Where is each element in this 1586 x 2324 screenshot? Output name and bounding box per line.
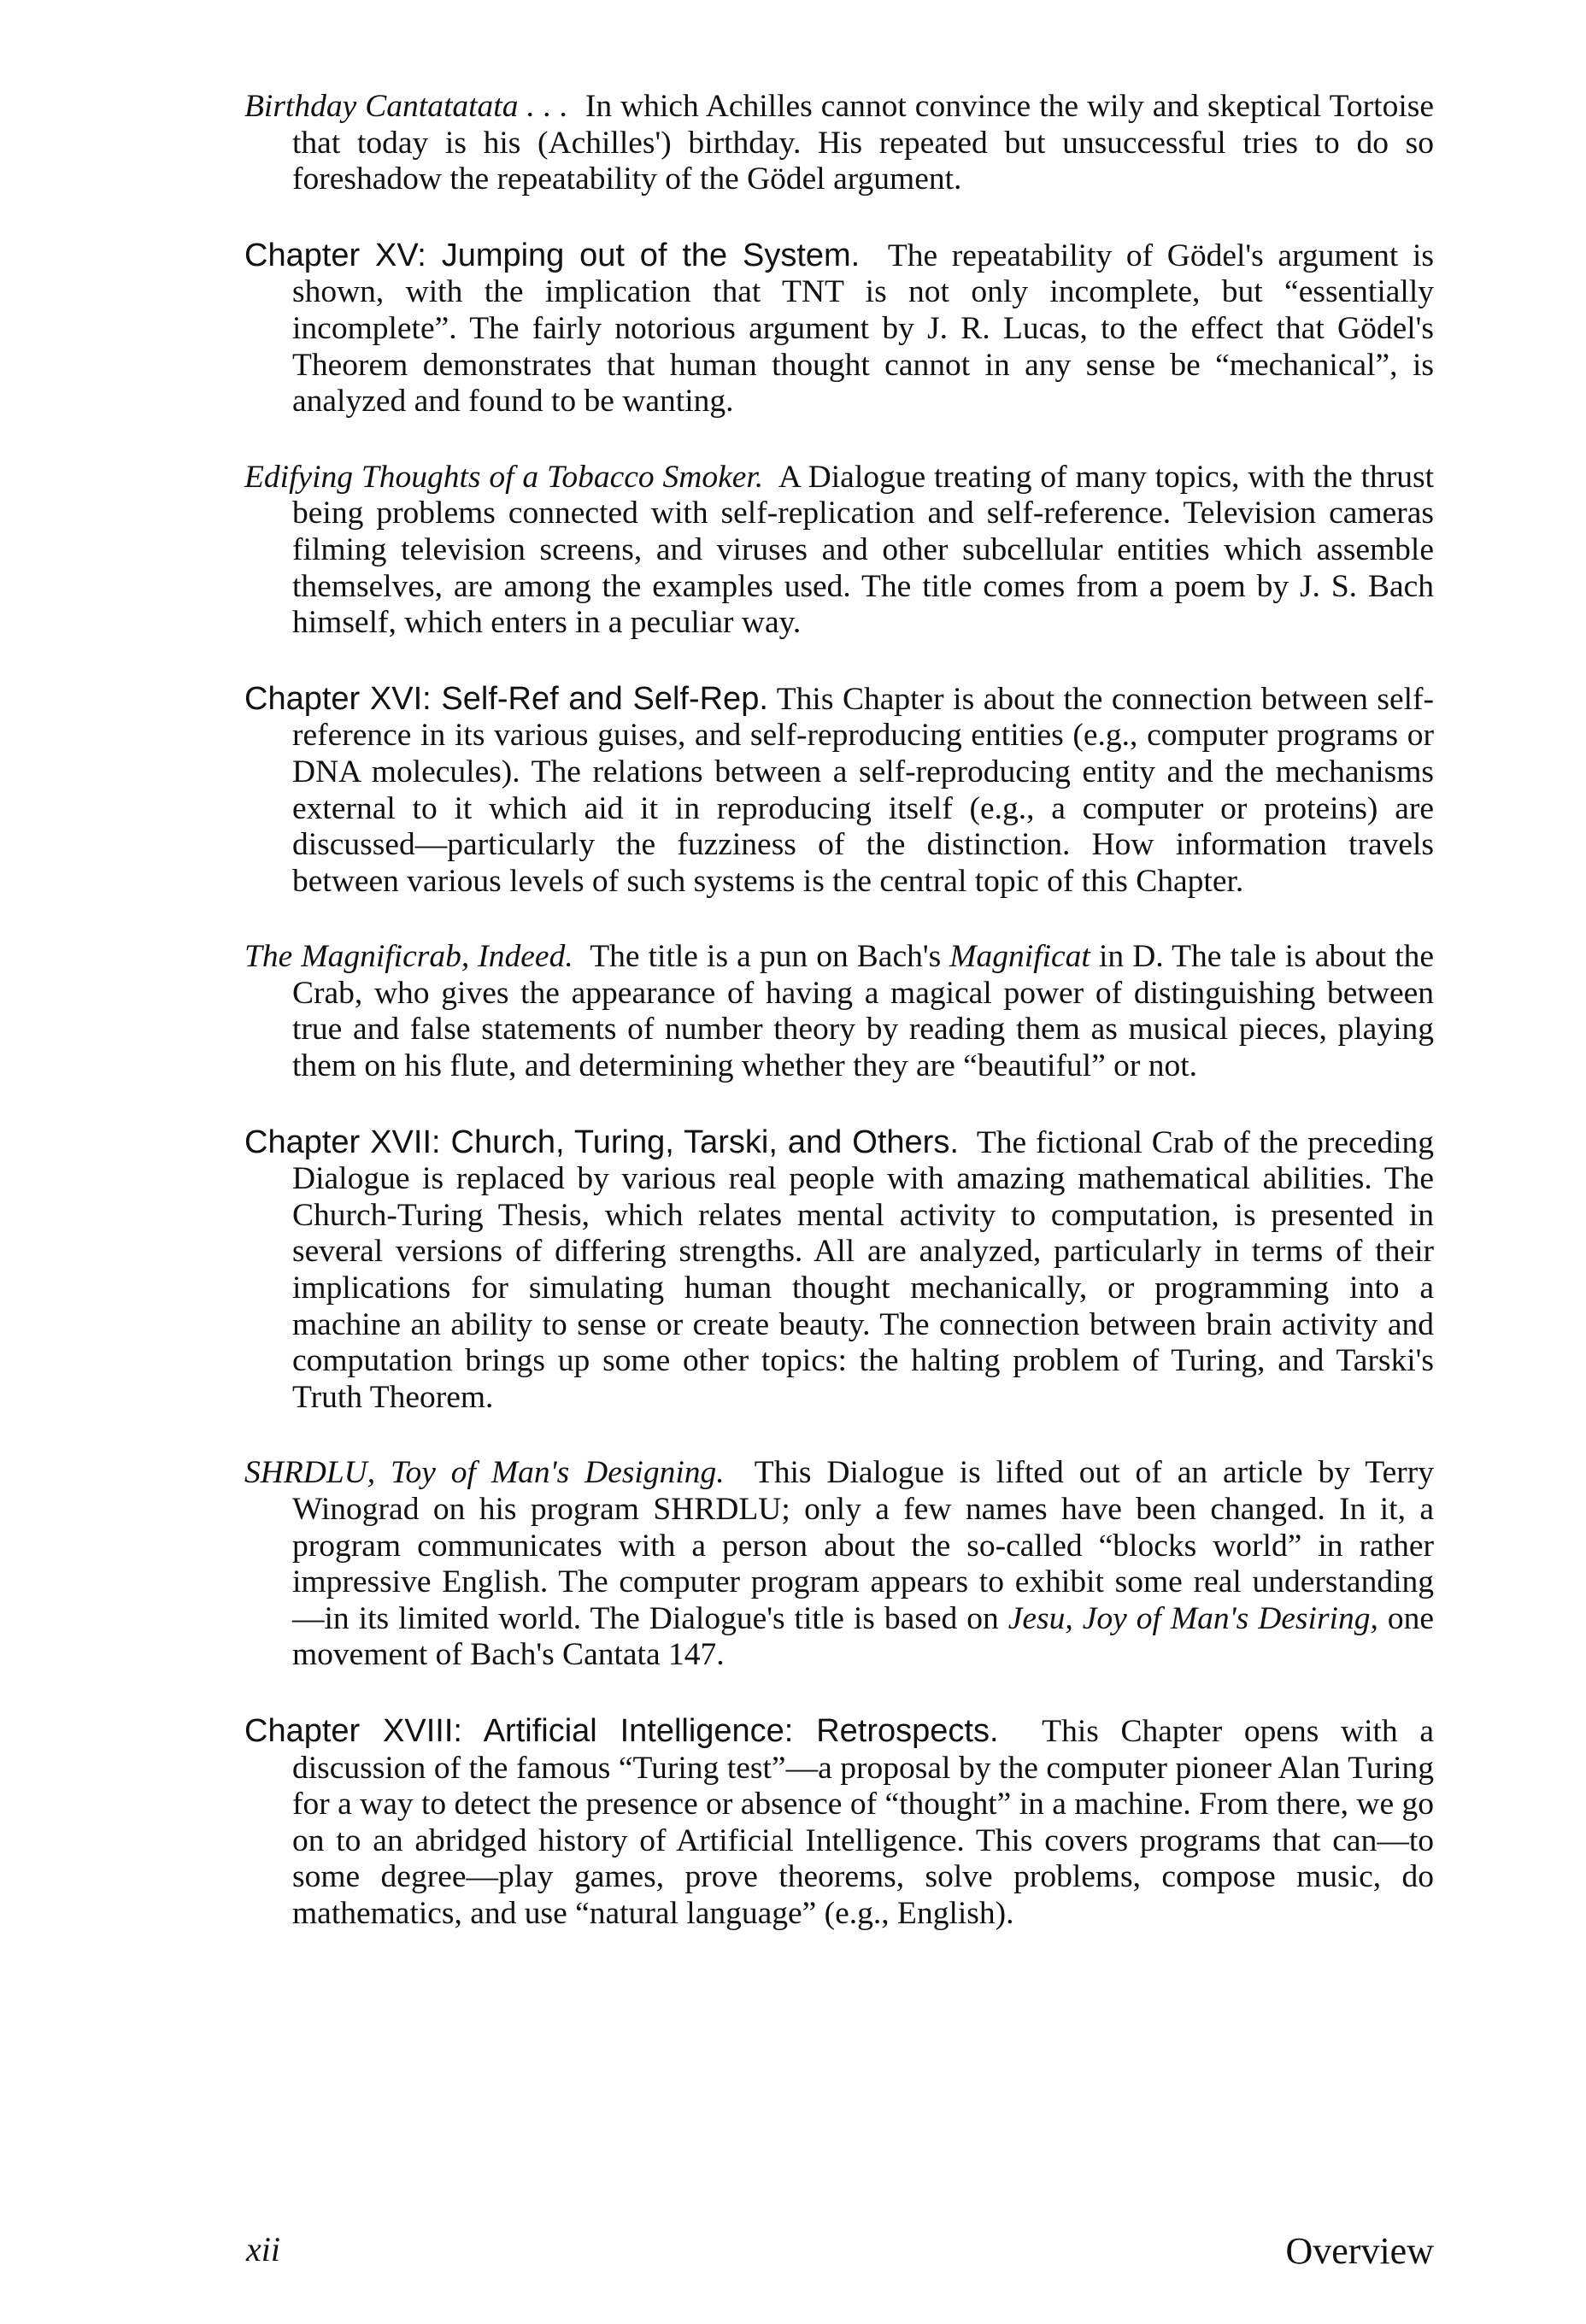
entry-chapter-xv — [244, 238, 1434, 420]
page-number: xii — [246, 2230, 280, 2268]
title-separator — [768, 682, 777, 717]
running-footer-title: Overview — [1285, 2230, 1434, 2272]
overview-entries — [244, 89, 1434, 1972]
chapter-title: Chapter XVI: Self-Ref and Self-Rep. — [244, 680, 768, 717]
title-separator — [860, 238, 888, 273]
entry-text-italic: Jesu, Joy of Man's Desiring, — [1007, 1600, 1378, 1636]
title-separator — [573, 939, 590, 974]
entry-shrdlu — [244, 1455, 1434, 1674]
entry-text: This Dialogue is lifted out of an article by Terry Winograd on his program SHRDLU; only a few names have been changed. In it, a program communicates with a person about the so-called “blocks world” in rather impressive English. The computer program appears to exhibit some real understanding—in its limited world. The Dialogue's title is based on — [292, 1455, 1434, 1636]
entry-text-italic: Magnificat — [949, 939, 1090, 975]
entry-text: A Dialogue treating of many topics, with the thrust being problems connected with self-replication and self-reference. Television cameras filming television screens, and viruses and other subcellular entities which assemble themselves, are among the examples used. The title comes from a poem by J. S. Bach himself, which enters in a peculiar way. — [292, 459, 1434, 641]
dialogue-title: Edifying Thoughts of a Tobacco Smoker. — [244, 459, 764, 495]
title-separator — [959, 1125, 977, 1160]
entry-chapter-xvii — [244, 1124, 1434, 1417]
entry-text: In which Achilles cannot convince the wily and skeptical Tortoise that today is his (Achilles') birthday. His repeated but unsuccessful tries to do so foreshadow the repeatability of the Gödel argument. — [292, 89, 1434, 197]
entry-text: The repeatability of Gödel's argument is shown, with the implication that TNT is not only incomplete, but “essentially incomplete”. The fairly notorious argument by J. R. Lucas, to the effect that Gödel's Theorem demonstrates that human thought cannot in any sense be “mechanical”, is analyzed and found to be wanting. — [292, 238, 1434, 420]
title-separator — [999, 1714, 1043, 1749]
entry-text-continued: in D. The tale is about the Crab, who gives the appearance of having a magical power of distinguishing between true and false statements of number theory by reading them as musical pieces, playing them on his flute, and determining whether they are “beautiful” or not. — [292, 939, 1435, 1084]
chapter-title: Chapter XVIII: Artificial Intelligence: Retrospects. — [244, 1712, 999, 1749]
dialogue-title: SHRDLU, Toy of Man's Designing. — [244, 1455, 725, 1491]
dialogue-title: The Magnificrab, Indeed. — [244, 939, 573, 975]
entry-text: The fictional Crab of the preceding Dialogue is replaced by various real people with amazing mathematical abilities. The Church-Turing Thesis, which relates mental activity to computation, is presented in several versions of differing strengths. All are analyzed, particularly in terms of their implications for simulating human thought mechanically, or programming into a machine an ability to sense or create beauty. The connection between brain activity and computation brings up some other topics: the halting problem of Turing, and Tarski's Truth Theorem. — [292, 1124, 1434, 1415]
entry-text: This Chapter opens with a discussion of the famous “Turing test”—a proposal by the computer pioneer Alan Turing for a way to detect the presence or absence of “thought” in a machine. From there, we go on to an abridged history of Artificial Intelligence. This covers programs that can—to some degree—play games, prove theorems, solve problems, compose music, do mathematics, and use “natural language” (e.g., English). — [292, 1713, 1434, 1931]
entry-chapter-xvi — [244, 681, 1434, 901]
chapter-title: Chapter XVII: Church, Turing, Tarski, and Others. — [244, 1124, 959, 1160]
dialogue-title: Birthday Cantatatata . . . — [244, 89, 568, 124]
entry-text: This Chapter is about the connection between self-reference in its various guises, and self-reproducing entities (e.g., computer programs or DNA molecules). The relations between a self-reproducing entity and the mechanisms external to it which aid it in reproducing itself (e.g., a computer or proteins) are discussed—particularly the fuzziness of the distinction. How information travels between various levels of such systems is the central topic of this Chapter. — [292, 681, 1435, 899]
entry-text: The title is a pun on Bach's — [590, 939, 950, 975]
entry-text-continued: one movement of Bach's Cantata 147. — [292, 1600, 1434, 1673]
entry-edifying-thoughts — [244, 460, 1434, 642]
title-separator — [568, 89, 585, 124]
title-separator — [763, 460, 778, 495]
entry-birthday-cantatatata — [244, 89, 1434, 198]
entry-chapter-xviii — [244, 1713, 1434, 1933]
chapter-title: Chapter XV: Jumping out of the System. — [244, 237, 861, 273]
title-separator — [725, 1455, 755, 1490]
entry-magnificrab — [244, 939, 1434, 1084]
